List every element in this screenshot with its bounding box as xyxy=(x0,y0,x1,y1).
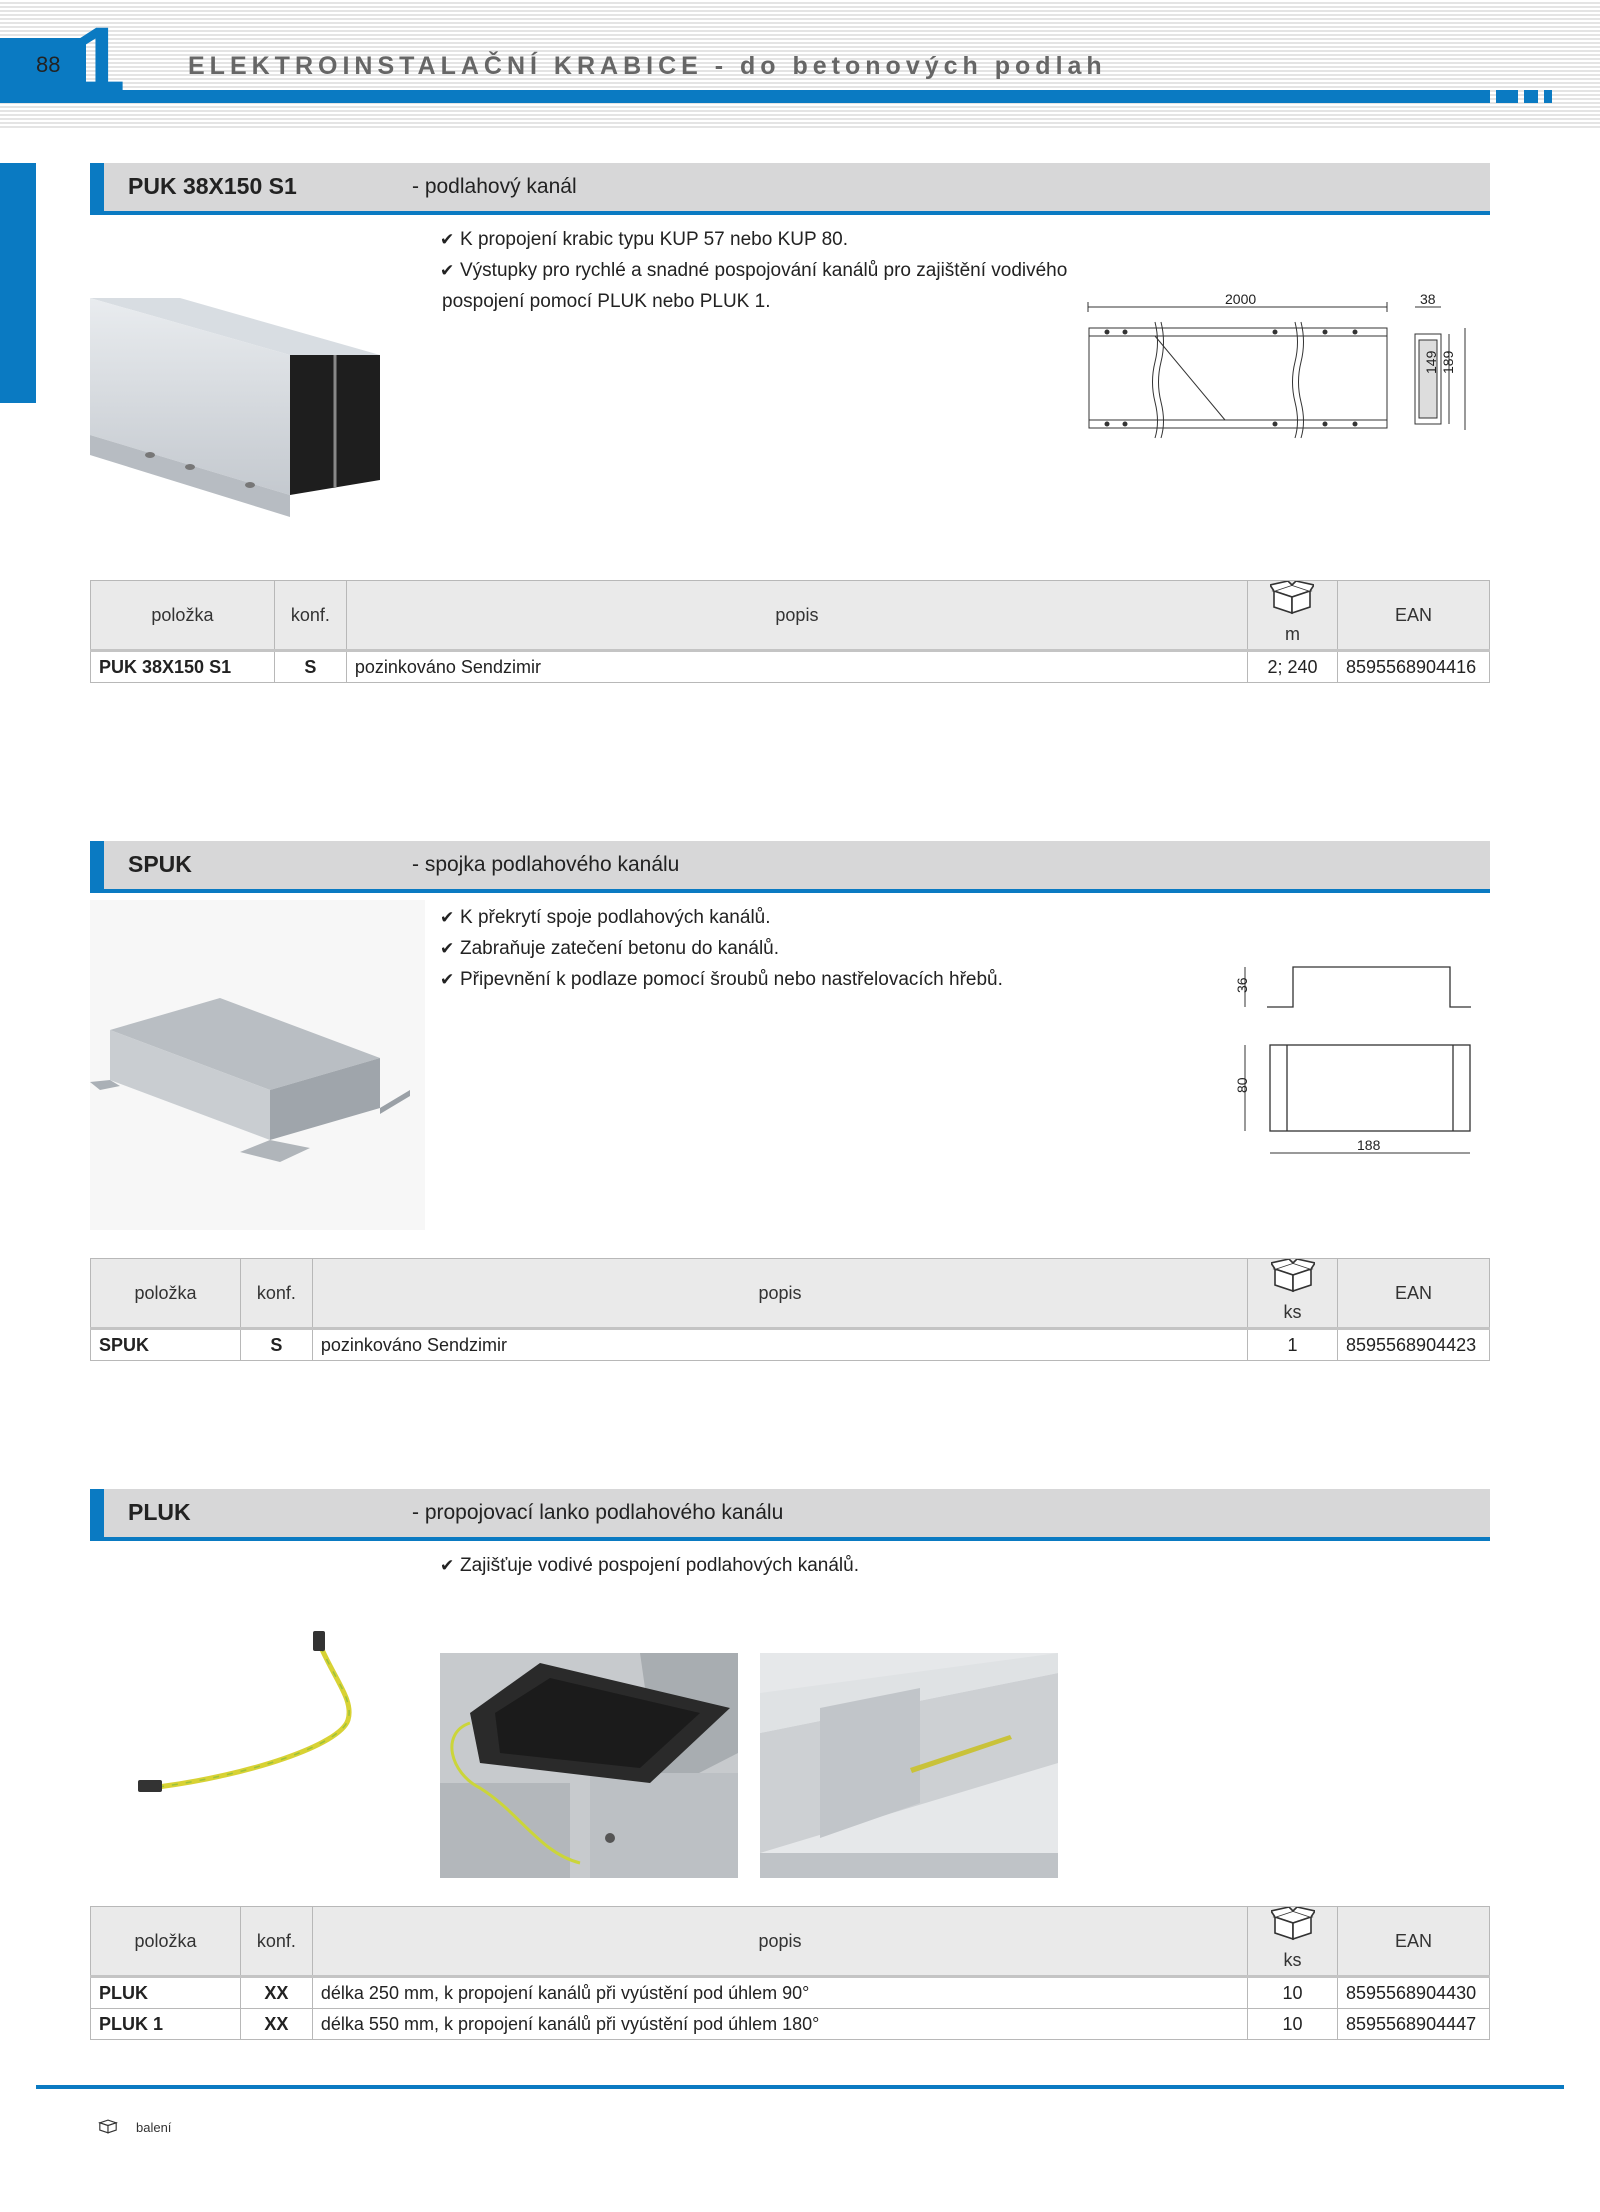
check-icon: ✔ xyxy=(440,970,455,989)
product-subtitle: - podlahový kanál xyxy=(412,175,577,198)
dimension-height: 36 xyxy=(1234,977,1250,993)
table-row xyxy=(91,1977,1490,2009)
table-row xyxy=(91,2009,1490,2040)
cell-ean: 8595568904423 xyxy=(1337,1329,1489,1361)
product-table-spuk xyxy=(90,1258,1490,1361)
section-accent xyxy=(90,1489,104,1537)
cell-item: PUK 38X150 S1 xyxy=(91,651,275,683)
cell-pack: 10 xyxy=(1248,2009,1338,2040)
package-icon xyxy=(1248,581,1338,621)
col-header-unit: ks xyxy=(1248,1947,1338,1977)
cell-item: PLUK xyxy=(91,1977,241,2009)
cell-item: SPUK xyxy=(91,1329,241,1361)
page-title: ELEKTROINSTALAČNÍ KRABICE - do betonových podlah xyxy=(188,52,1107,80)
cell-conf: S xyxy=(240,1329,312,1361)
header-stripe xyxy=(0,90,1490,103)
dimension-height-inner: 149 xyxy=(1423,350,1439,374)
header-square xyxy=(1544,90,1552,103)
product-subtitle: - propojovací lanko podlahového kanálu xyxy=(412,1501,784,1524)
dimension-depth: 80 xyxy=(1234,1077,1250,1093)
feature-item: ✔ Zabraňuje zatečení betonu do kanálů. xyxy=(440,933,1003,964)
check-icon: ✔ xyxy=(440,261,455,280)
check-icon: ✔ xyxy=(440,939,455,958)
dimension-width: 38 xyxy=(1420,291,1436,307)
dimension-height-outer: 189 xyxy=(1440,350,1456,374)
col-header-desc: popis xyxy=(312,1907,1247,1977)
col-header-desc: popis xyxy=(312,1259,1247,1329)
cell-desc: pozinkováno Sendzimir xyxy=(346,651,1247,683)
feature-list xyxy=(440,902,1003,995)
col-header-ean: EAN xyxy=(1337,1907,1489,1977)
feature-item: ✔ Připevnění k podlaze pomocí šroubů nebo nastřelovacích hřebů. xyxy=(440,964,1003,995)
col-header-item: položka xyxy=(91,581,275,651)
cell-ean: 8595568904430 xyxy=(1337,1977,1489,2009)
feature-item: ✔ K překrytí spoje podlahových kanálů. xyxy=(440,902,1003,933)
section-header-spuk xyxy=(90,841,1490,893)
package-icon xyxy=(1248,1907,1338,1947)
package-legend-icon xyxy=(98,2118,118,2134)
header-square xyxy=(1496,90,1518,103)
cell-ean: 8595568904447 xyxy=(1337,2009,1489,2040)
check-icon: ✔ xyxy=(440,1556,455,1575)
col-header-item: položka xyxy=(91,1907,241,1977)
cell-pack: 1 xyxy=(1248,1329,1338,1361)
product-table-puk xyxy=(90,580,1490,683)
section-accent xyxy=(90,163,104,211)
col-header-ean: EAN xyxy=(1337,581,1489,651)
check-icon: ✔ xyxy=(440,230,455,249)
product-code: PUK 38X150 S1 xyxy=(128,173,297,199)
col-header-unit: m xyxy=(1248,621,1338,651)
section-header-puk xyxy=(90,163,1490,215)
product-subtitle: - spojka podlahového kanálu xyxy=(412,853,680,876)
cell-pack: 10 xyxy=(1248,1977,1338,2009)
product-code: SPUK xyxy=(128,851,192,877)
package-icon xyxy=(1248,1259,1338,1299)
feature-item: ✔ Výstupky pro rychlé a snadné pospojování kanálů pro zajištění vodivého xyxy=(440,255,1067,286)
product-code: PLUK xyxy=(128,1499,191,1525)
cell-conf: XX xyxy=(240,2009,312,2040)
col-header-item: položka xyxy=(91,1259,241,1329)
feature-item: ✔ Zajišťuje vodivé pospojení podlahových kanálů. xyxy=(440,1550,859,1581)
chapter-number: 1 xyxy=(74,9,126,111)
check-icon: ✔ xyxy=(440,908,455,927)
chapter-side-tab xyxy=(0,163,36,403)
section-accent xyxy=(90,841,104,889)
col-header-conf: konf. xyxy=(274,581,346,651)
cell-item: PLUK 1 xyxy=(91,2009,241,2040)
product-table-pluk xyxy=(90,1906,1490,2040)
cell-ean: 8595568904416 xyxy=(1337,651,1489,683)
floor-channel-image xyxy=(90,295,400,520)
cell-conf: XX xyxy=(240,1977,312,2009)
cell-conf: S xyxy=(274,651,346,683)
footer-line xyxy=(36,2085,1564,2089)
section-header-pluk xyxy=(90,1489,1490,1541)
joined-channels-image xyxy=(760,1653,1058,1878)
feature-item: ✔ K propojení krabic typu KUP 57 nebo KUP 80. xyxy=(440,224,1067,255)
installation-box-image xyxy=(440,1653,738,1878)
col-header-desc: popis xyxy=(346,581,1247,651)
cell-desc: pozinkováno Sendzimir xyxy=(312,1329,1247,1361)
col-header-conf: konf. xyxy=(240,1907,312,1977)
table-row xyxy=(91,1329,1490,1361)
header-square xyxy=(1524,90,1538,103)
dimension-length: 2000 xyxy=(1225,291,1257,307)
cell-desc: délka 250 mm, k propojení kanálů při vyústění pod úhlem 90° xyxy=(312,1977,1247,2009)
col-header-ean: EAN xyxy=(1337,1259,1489,1329)
dimension-width: 188 xyxy=(1357,1137,1381,1153)
table-row xyxy=(91,651,1490,683)
channel-coupler-image xyxy=(90,900,425,1230)
feature-item-continued: pospojení pomocí PLUK nebo PLUK 1. xyxy=(442,291,771,312)
cell-pack: 2; 240 xyxy=(1248,651,1338,683)
package-legend-label: balení xyxy=(136,2120,172,2135)
feature-list xyxy=(440,1550,859,1581)
page-number: 88 xyxy=(36,52,61,77)
cell-desc: délka 550 mm, k propojení kanálů při vyústění pod úhlem 180° xyxy=(312,2009,1247,2040)
floor-channel-drawing xyxy=(1085,290,1495,465)
col-header-conf: konf. xyxy=(240,1259,312,1329)
col-header-unit: ks xyxy=(1248,1299,1338,1329)
grounding-wire-image xyxy=(130,1625,370,1805)
channel-coupler-drawing xyxy=(1225,955,1500,1165)
feature-list xyxy=(440,224,1067,317)
